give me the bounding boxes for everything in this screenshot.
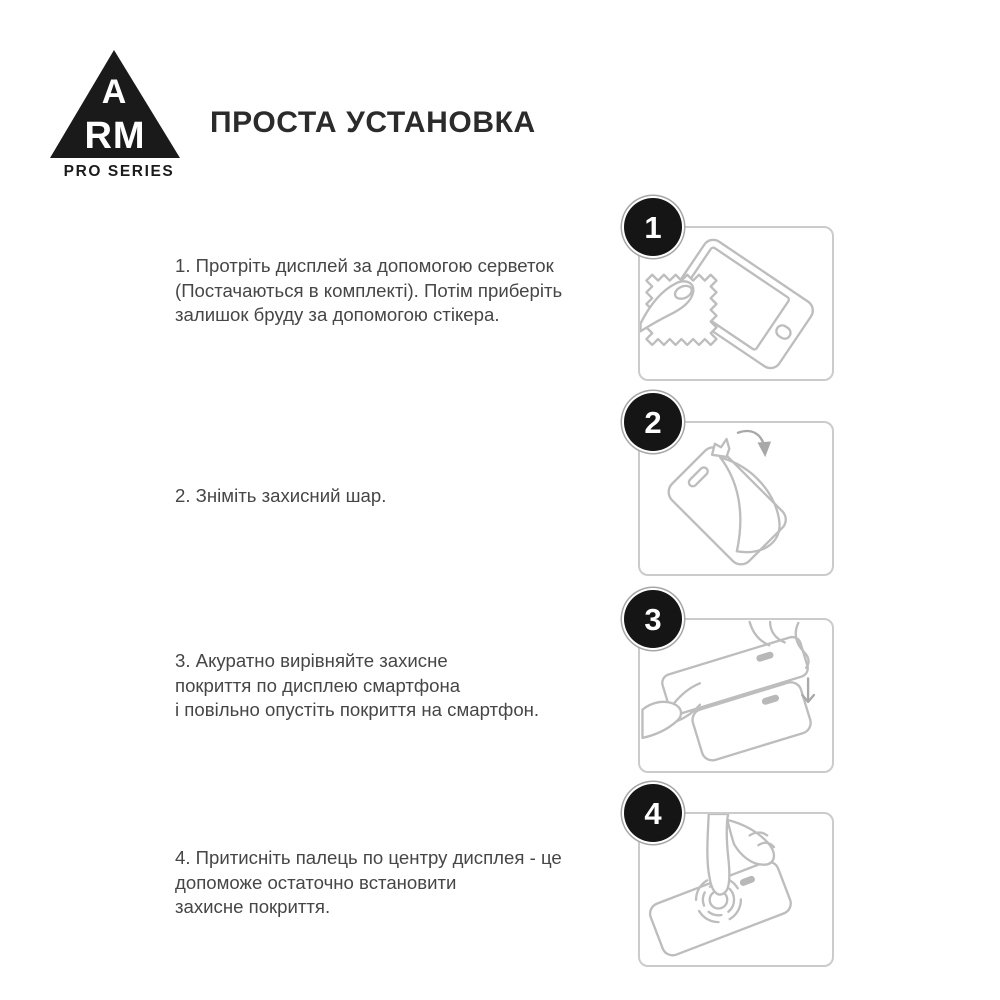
brand-logo: [48, 48, 190, 181]
step-4-line-3: захисне покриття.: [175, 896, 331, 918]
step-2-number: 2: [644, 404, 662, 440]
step-1-number: 1: [644, 209, 662, 245]
step-4-line-2: допоможе остаточно встановити: [175, 871, 457, 893]
step-2-line-1: 2. Зніміть захисний шар.: [175, 485, 387, 506]
step-2-badge: [624, 393, 682, 451]
step-3-badge: [624, 590, 682, 648]
step-1-line-3: залишок бруду за допомогою стікера.: [175, 304, 500, 326]
step-1-badge: [624, 198, 682, 256]
page-title: ПРОСТА УСТАНОВКА: [210, 106, 536, 139]
top-hand-finger-1: [750, 622, 769, 645]
step-3-line-2: покриття по дисплею смартфона: [175, 674, 461, 696]
step-1-line-1: 1. Протріть дисплей за допомогою серветок: [175, 255, 554, 276]
bottom-hand-shape: [642, 702, 681, 738]
step-1-text: [175, 254, 645, 328]
step-3-text: [175, 649, 645, 723]
step-1-line-2: (Постачаються в комплекті). Потім приберіть: [175, 279, 563, 301]
step-4-line-1: 4. Притисніть палець по центру дисплея - це: [175, 847, 562, 868]
step-3-number: 3: [644, 601, 662, 637]
logo-subtitle: PRO SERIES: [63, 163, 175, 180]
logo-letters-rm: RM: [84, 115, 146, 157]
logo-letter-a: A: [101, 73, 127, 111]
step-3-line-1: 3. Акуратно вирівняйте захисне: [175, 650, 448, 671]
step-2-text: [175, 484, 645, 509]
step-4-badge: [624, 784, 682, 842]
step-3-line-3: і повільно опустіть покриття на смартфон.: [175, 699, 540, 721]
step-4-number: 4: [644, 795, 662, 831]
step-4-text: [175, 846, 645, 920]
arm-triangle-logo-icon: [48, 48, 190, 160]
pressing-finger-shape: [707, 814, 729, 894]
